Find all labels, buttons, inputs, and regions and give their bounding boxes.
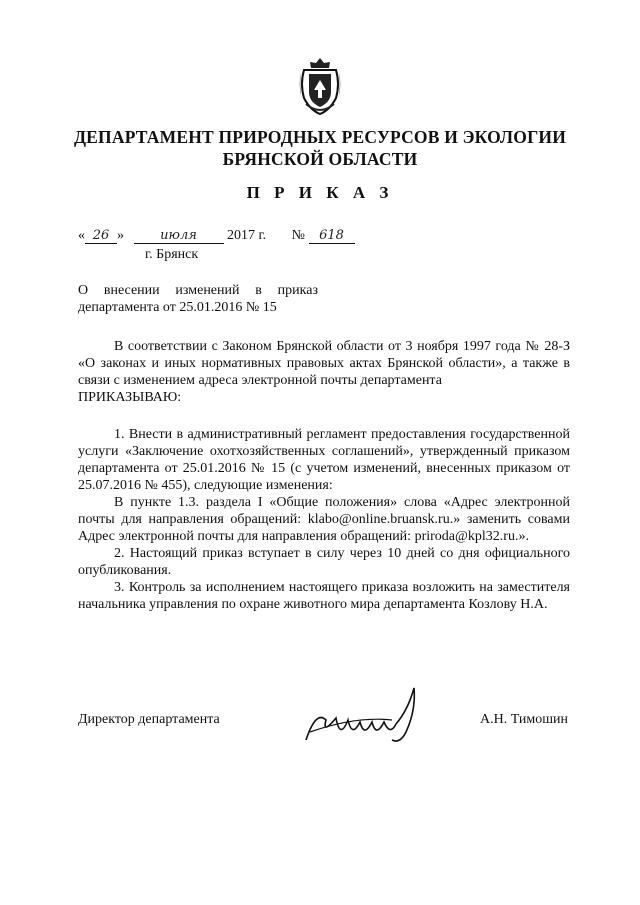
city: г. Брянск xyxy=(145,247,199,262)
department-title-line2: БРЯНСКОЙ ОБЛАСТИ xyxy=(222,149,418,169)
subject-line2: департамента от 25.01.2016 № 15 xyxy=(78,300,277,315)
date-month: июля xyxy=(134,228,224,244)
department-title-line1: ДЕПАРТАМЕНТ ПРИРОДНЫХ РЕСУРСОВ И ЭКОЛОГИИ xyxy=(73,127,567,147)
preamble-block xyxy=(78,338,570,406)
number-label: № xyxy=(291,228,306,243)
date-day: 26 xyxy=(85,228,117,244)
document-type: П Р И К А З xyxy=(246,183,394,202)
date-close-quote: » xyxy=(117,228,124,243)
subject xyxy=(78,282,318,316)
signatory-name: А.Н. Тимошин xyxy=(480,712,569,727)
item-3-text: 3. Контроль за исполнением настоящего приказа возложить на заместителя начальника управления по охране животного мира департамента Козлову Н.А. xyxy=(78,580,570,612)
coat-of-arms-icon xyxy=(296,54,344,116)
preamble: В соответствии с Законом Брянской области от 3 ноября 1997 года № 28-З «О законах и иных нормативных правовых актах Брянской области», а также в связи с изменением адреса электронной почты департамента xyxy=(78,339,570,388)
date-year: 2017 г. xyxy=(227,228,267,243)
subject-line1: О внесении изменений в приказ xyxy=(78,283,318,298)
order-word: ПРИКАЗЫВАЮ: xyxy=(78,390,182,405)
item-1-subtext: В пункте 1.3. раздела I «Общие положения» слова «Адрес электронной почты для направления обращений: klabo@online.bruansk.ru.» заменить совами Адрес электронной почты для направления обращений: priroda@kpl32.ru.». xyxy=(78,495,570,544)
date-line xyxy=(78,228,355,244)
order-number: 618 xyxy=(309,228,355,244)
date-open-quote: « xyxy=(78,228,85,243)
item-1-text: 1. Внести в административный регламент предоставления государственной услуги «Заключение охотхозяйственных соглашений», утвержденный приказом департамента от 25.01.2016 № 15 (с учетом изменений, внесенных приказом от 25.07.2016 № 455), следующие изменения: xyxy=(78,427,570,493)
handwritten-signature-icon xyxy=(296,680,446,760)
item-1 xyxy=(78,426,570,613)
item-2-text: 2. Настоящий приказ вступает в силу через 10 дней со дня официального опубликования. xyxy=(78,546,570,578)
signatory-role: Директор департамента xyxy=(78,712,220,727)
